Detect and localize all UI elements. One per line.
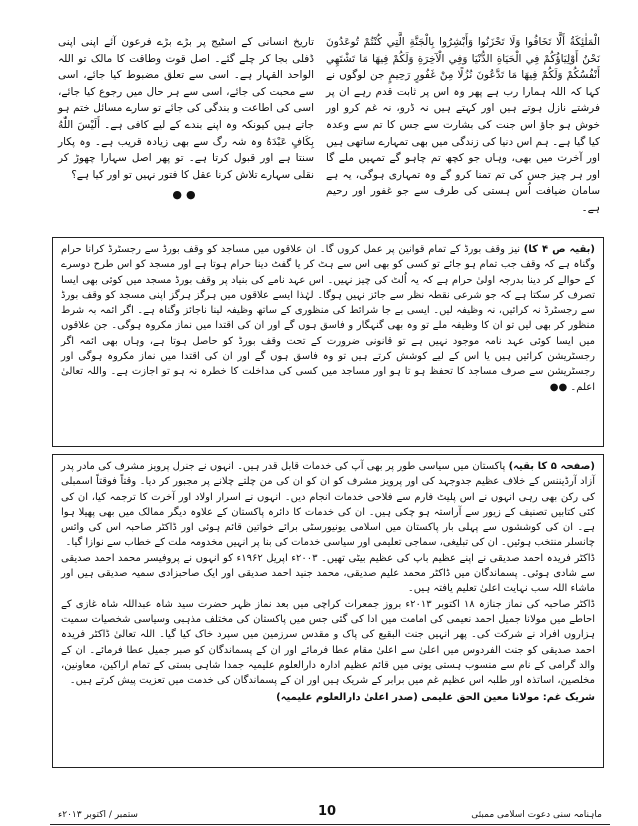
box-body-paragraph-1: پاکستان میں سیاسی طور پر بھی آپ کی خدمات قابل قدر ہیں۔ انہوں نے جنرل پرویز مشرف کی مادر پدر آزاد آرڈیننس کے خلاف عظیم جدوجہد کی اور پرویز مشرف کو ان کو ان کی من چلتے چلانے پر مجبور کر دیا۔ وقتاً فوقتاً اسمبلی کی رکن بھی رہی انہوں نے اس پلیٹ فارم سے فلاحی خدمات انجام دیں۔ انہوں نے اسرار اولاد اور آخرت کا ترجمہ کیا، ان کی کئی کتابیں تصنیف کے زیور سے آراستہ ہو چکی ہیں۔ ان کی خدمات کا دائرہ پاکستان کے علاوہ دیگر ممالک میں بھی پھیلا ہوا ہے۔ ان کی کوششوں سے پہلی بار پاکستان میں اسلامی یونیورسٹی برائے خواتین قائم ہوئی اور ڈاکٹر صاحبہ اس کی وائس چانسلر منتخب ہوئیں۔ ان کی تبلیغی، سماجی تعلیمی اور سیاسی خدمات کی بنا پر انہیں مخدومہ ملت کے خطاب سے نوازا گیا۔ — [61, 461, 595, 549]
page-number: 10 — [318, 804, 337, 819]
boxed-section-continuation-page-5 — [52, 454, 604, 768]
box-body: نیز وقف بورڈ کے تمام قوانین پر عمل کروں گا۔ ان علاقوں میں مساجد کو وقف بورڈ سے رجسٹرڈ کرانا حرام وگناہ ہے کہ وقف جب تمام ہو جائے تو کسی کو بھی اس سے ہٹ کر یا گفٹ دینا حرام ہوتا ہے اور مسجد کو اس طرح دوسرے کے حوالے کر دینا بدرجہ اولیٰ حرام ہے کہ یہ اُلٹ کی چیز نہیں۔ اس عہد نامے کی بنیاد پر وقف بورڈ مسجد میں کوئی بھی ایسا تصرف کر سکتا ہے کہ جو شرعی نقطہ نظر سے جائز نہیں ہوگا۔ لہٰذا ایسے علاقوں میں ہرگز ہرگز اپنی مسجد کو وقف بورڈ سے رجسٹرڈ نہ کرائیں، نہ وظیفہ لیں۔ ایسی بے جا شرائط کی منظوری کے ساتھ وظیفہ لینا ناجائز وگناہ ہے۔ اگر ائمہ بہ شرط منظور کر بھی لیں تو ان کا وظیفہ ملے تو وہ بھی گنہگار و فاسق ہوں گے اور ان کی اقتدا میں نماز مکروہ ہوگی۔ جن علاقوں میں ایسا کوئی عہد نامہ موجود نہیں ہے تو قانونی ضرورت کے تحت وقف بورڈ کو حاصل ہوتا ہے، وہاں بھی ائمہ اگر رجسٹریشن کرائیں ہیں یا اس کے لیے کوشش کرتے ہیں تو وہ فاسق ہوں گے اور ان کی اقتدا میں نماز مکروہ ہوگی اور رجسٹریشن سے صرف مساجد کا تحفظ ہو تا ہو اور مساجد میں کسی کی مداخلت کا خطرہ نہ ہو تو اجازت ہے۔ واللہ تعالیٰ اعلم۔ ●● — [61, 244, 595, 393]
left-column-paragraph: تاریخ انسانی کے اسٹیج پر بڑے بڑے فرعون آئے اپنی اپنی ڈفلی بجا کر چلے گئے۔ اصل قوت وطاقت کا مالک تو اللہ الواحد القہار ہے۔ اسی سے تعلق مضبوط کیا جائے، اسی سے محبت کی جائے، اسی سے ہر حال میں رجوع کیا جائے، اسی کی اطاعت و بندگی کی جائے تو سارے مسائل ختم ہو جاتے ہیں کیونکہ وہ اپنے بندے کے لیے کافی ہے۔ أَلَيْسَ اللّٰهُ بِكَافٍ عَبْدَهُ وہ شہ رگ سے بھی زیادہ قریب ہے۔ وہ پکار سنتا ہے اور قبول کرتا ہے۔ تو پھر اصل سہارا چھوڑ کر نقلی سہارے تلاش کرنا عقل کا فتور نہیں تو اور کیا ہے؟ — [58, 36, 314, 181]
boxed-section-continuation-page-4 — [52, 237, 604, 447]
box-heading: (صفحہ ۵ کا بقیہ) — [508, 461, 595, 472]
magazine-name: ماہنامہ سنی دعوت اسلامی ممبئی — [471, 810, 602, 820]
box-body-paragraph-2: ڈاکٹر فریدہ احمد صدیقی نے اپنے عظیم باپ کی عظیم بیٹی تھیں۔ ۲۰۰۳ء اپریل ۱۹۶۲ء کو انہوں نے پروفیسر محمد احمد صدیقی سے شادی ہوئی۔ پسماندگان میں ڈاکٹر محمد علیم صدیقی، محمد جنید احمد صدیقی اور ایک صاحبزادی سمیہ صدیقی ہیں اور ماشاء اللہ سب نہایت اعلیٰ تعلیم یافتہ ہیں۔ — [61, 552, 595, 595]
right-column — [326, 34, 600, 217]
left-column — [58, 34, 314, 204]
box-heading: (بقیہ ص ۴ کا) — [523, 244, 595, 255]
condolence-signature: شریک غم: مولانا معین الحق علیمی (صدر اعلیٰ دارالعلوم علیمیہ) — [276, 692, 595, 704]
right-column-paragraph: الْمَلٰئِكَةُ أَلَّا تَخَافُوا وَلَا تَحْزَنُوا وَأَبْشِرُوا بِالْجَنَّةِ الَّتِي كُنْتُمْ تُوعَدُونَ نَحْنُ أَوْلِيَاؤُكُمْ فِي الْحَيَاةِ الدُّنْيَا وَفِي الْآخِرَةِ وَلَكُمْ فِيهَا مَا تَشْتَهِي أَنْفُسُكُمْ وَلَكُمْ فِيهَا مَا تَدَّعُونَ نُزُلًا مِنْ غَفُورٍ رَحِيمٍ جن لوگوں نے کہا کہ اللہ ہمارا رب ہے پھر وہ اس پر ثابت قدم رہے ان پر فرشتے نازل ہوتے ہیں اور کہتے ہیں نہ ڈرو، نہ غم کرو اور خوش ہو جاؤ اس جنت کی بشارت سے جس کا تم سے وعدہ کیا گیا ہے۔ ہم اس دنیا کی زندگی میں بھی تمہارے ساتھی ہیں اور آخرت میں بھی، وہاں جو کچھ تم چاہو گے تمہیں ملے گا اور ہر چیز جس کی تم تمنا کرو گے وہ تمہاری ہوگی، یہ ہے سامان ضیافت اُس ہستی کی طرف سے جو غفور اور رحیم ہے۔ — [326, 36, 600, 214]
box-body-paragraph-3: ڈاکٹر صاحبہ کی نماز جنازہ ۱۸ اکتوبر ۲۰۱۳ء بروز جمعرات کراچی میں بعد نماز ظہر حضرت سید شاہ عبداللہ شاہ غازی کے احاطے میں مولانا جمیل احمد نعیمی کی امامت میں ادا کی گئی جس میں پاکستان کی مختلف مذہبی وسیاسی شخصیات سمیت ہزاروں افراد نے شرکت کی۔ پھر انہیں جنت البقیع کی پاک و مقدس سرزمین میں سپرد خاک کیا گیا۔ اللہ تعالیٰ ڈاکٹر فریدہ احمد صدیقی کو جنت الفردوس میں اعلیٰ سے اعلیٰ مقام عطا فرمائے اور ان کے پسماندگان کو صبر جمیل عطا فرمائے۔ ان کے والد گرامی کے نام سے منسوب ہستی یونی میں قائم عظیم ادارہ دارالعلوم علیمیہ جمدا شاہی بستی کے تمام اراکین، معاونین، مخلصین، اساتذہ اور طلبہ اس عظیم غم میں برابر کے شریک ہیں اور ان کے پسماندگان کی خدمت میں تعزیت پیش کرتے ہیں۔ — [61, 598, 595, 687]
end-bullets: ●● — [172, 188, 200, 202]
footer-rule — [50, 824, 610, 825]
issue-date: ستمبر / اکتوبر ۲۰۱۳ء — [58, 810, 138, 820]
page-footer — [50, 804, 610, 824]
